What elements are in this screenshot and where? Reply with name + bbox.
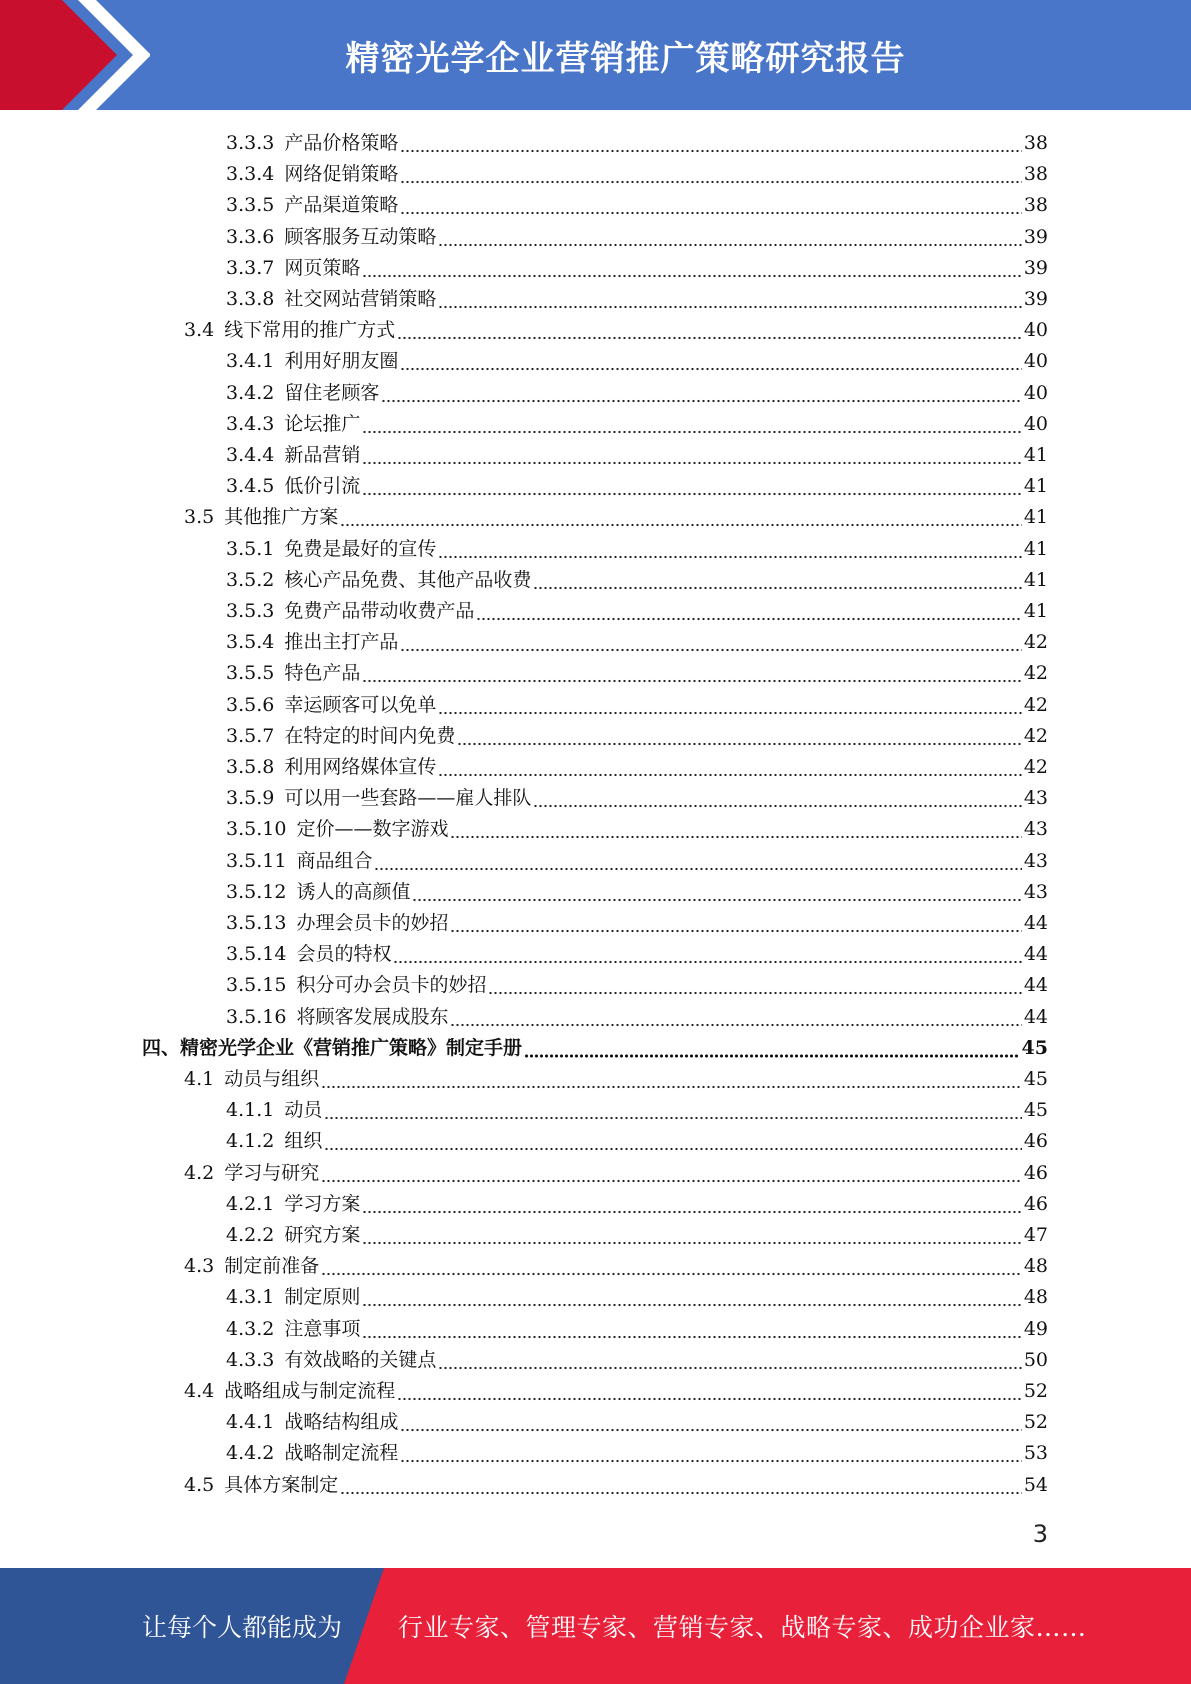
toc-dot-leader	[438, 752, 1021, 783]
toc-entry[interactable]	[226, 1095, 1048, 1126]
toc-entry-number: 3.3.3	[226, 132, 275, 154]
toc-entry-number: 3.3.6	[226, 225, 275, 248]
toc-entry[interactable]	[226, 284, 1048, 315]
toc-dot-leader	[400, 1407, 1021, 1438]
toc-dot-leader	[340, 1470, 1022, 1501]
toc-dot-leader	[438, 534, 1021, 565]
toc-entry-title: 留住老顾客	[284, 381, 380, 404]
toc-dot-leader	[362, 409, 1021, 440]
toc-dot-leader	[457, 721, 1021, 752]
toc-entry-title: 注意事项	[284, 1317, 361, 1340]
toc-entry-title: 利用网络媒体宣传	[284, 756, 437, 778]
toc-entry-title: 战略结构组成	[284, 1411, 399, 1434]
toc-entry[interactable]	[226, 1407, 1048, 1438]
toc-dot-leader	[450, 814, 1021, 845]
footer-slogan-left: 让每个人都能成为	[142, 1613, 343, 1642]
footer-slogan-right: 行业专家、管理专家、营销专家、战略专家、成功企业家……	[398, 1613, 1087, 1642]
toc-entry-title: 可以用一些套路——雇人排队	[284, 787, 532, 810]
toc-entry-number: 3.5.7	[226, 724, 275, 747]
toc-entry[interactable]	[226, 939, 1048, 970]
toc-entry-page: 40	[1023, 381, 1048, 404]
toc-dot-leader	[381, 378, 1021, 409]
toc-dot-leader	[400, 627, 1021, 658]
toc-entry[interactable]	[184, 1251, 1048, 1282]
toc-dot-leader	[324, 1095, 1021, 1126]
toc-dot-leader	[362, 1189, 1021, 1220]
toc-entry-number: 3.5.12	[226, 880, 287, 903]
toc-entry-number: 4.3	[184, 1255, 215, 1278]
toc-entry-title: 其他推广方案	[224, 506, 339, 529]
toc-dot-leader	[397, 1376, 1022, 1407]
toc-entry-page: 45	[1023, 1068, 1048, 1090]
toc-entry-title: 核心产品免费、其他产品收费	[284, 568, 532, 591]
toc-entry-title: 顾客服务互动策略	[284, 225, 437, 248]
toc-entry-number: 4.4.1	[226, 1411, 275, 1434]
toc-entry-page: 38	[1023, 132, 1048, 154]
toc-entry-page: 46	[1023, 1130, 1048, 1153]
toc-entry[interactable]	[226, 846, 1048, 877]
document-title: 精密光学企业营销推广策略研究报告	[345, 38, 906, 79]
toc-entry-title: 新品营销	[284, 444, 361, 466]
toc-entry-title: 将顾客发展成股东	[296, 1005, 449, 1028]
toc-entry-number: 3.3.8	[226, 288, 275, 310]
toc-entry-page: 43	[1023, 818, 1048, 841]
toc-entry-page: 46	[1023, 1192, 1048, 1215]
toc-entry-number: 4.4	[184, 1380, 215, 1402]
toc-entry-title: 线下常用的推广方式	[224, 319, 396, 342]
toc-entry-title: 产品价格策略	[284, 132, 399, 154]
toc-entry-title: 在特定的时间内免费	[284, 724, 456, 747]
toc-entry-number: 3.4.5	[226, 475, 275, 498]
toc-entry-page: 46	[1023, 1161, 1048, 1184]
toc-entry-page: 41	[1023, 537, 1048, 560]
toc-dot-leader	[400, 128, 1021, 159]
toc-entry[interactable]	[226, 1189, 1048, 1220]
toc-entry-page: 40	[1023, 412, 1048, 435]
toc-entry-title: 制定原则	[284, 1286, 361, 1309]
toc-dot-leader	[400, 1438, 1021, 1469]
toc-entry-page: 38	[1023, 163, 1048, 186]
toc-entry-number: 3.4.4	[226, 444, 275, 466]
toc-entry-page: 39	[1023, 256, 1048, 279]
toc-entry-page: 44	[1023, 943, 1048, 966]
toc-entry-title: 诱人的高颜值	[296, 880, 411, 903]
header-arrow-decoration	[0, 0, 150, 110]
toc-entry[interactable]	[184, 1158, 1048, 1189]
toc-entry[interactable]	[226, 970, 1048, 1001]
toc-entry[interactable]	[226, 690, 1048, 721]
toc-entry-title: 学习方案	[284, 1192, 361, 1215]
toc-entry[interactable]	[226, 627, 1048, 658]
toc-dot-leader	[362, 471, 1021, 502]
toc-dot-leader	[438, 284, 1021, 315]
toc-entry-page: 41	[1023, 475, 1048, 498]
toc-dot-leader	[340, 502, 1022, 533]
toc-dot-leader	[400, 190, 1021, 221]
toc-entry-page: 43	[1023, 787, 1048, 810]
toc-entry-number: 3.5.8	[226, 756, 275, 778]
toc-entry[interactable]	[226, 1002, 1048, 1033]
toc-entry[interactable]	[226, 471, 1048, 502]
toc-entry-page: 48	[1023, 1255, 1048, 1278]
toc-entry-page: 47	[1023, 1224, 1048, 1246]
toc-entry[interactable]	[226, 721, 1048, 752]
toc-entry-number: 3.5.4	[226, 631, 275, 654]
toc-entry-page: 41	[1023, 506, 1048, 529]
toc-dot-leader	[400, 159, 1021, 190]
toc-entry-number: 3.4.3	[226, 412, 275, 435]
toc-dot-leader	[321, 1251, 1022, 1282]
toc-entry-title: 会员的特权	[296, 943, 392, 966]
toc-entry-number: 3.5.14	[226, 943, 287, 966]
toc-entry-page: 40	[1023, 319, 1048, 342]
toc-entry-number: 3.4	[184, 319, 215, 342]
toc-dot-leader	[393, 939, 1021, 970]
toc-entry[interactable]	[226, 658, 1048, 689]
toc-dot-leader	[412, 877, 1021, 908]
toc-entry[interactable]	[226, 534, 1048, 565]
toc-entry-page: 49	[1023, 1317, 1048, 1340]
toc-entry-number: 3.5.15	[226, 974, 287, 997]
toc-entry[interactable]	[184, 502, 1048, 533]
toc-dot-leader	[374, 846, 1021, 877]
toc-entry-title: 办理会员卡的妙招	[296, 912, 449, 934]
toc-entry-title: 战略组成与制定流程	[224, 1380, 396, 1402]
toc-entry-page: 53	[1023, 1442, 1048, 1465]
toc-entry-title: 社交网站营销策略	[284, 288, 437, 310]
toc-dot-leader	[397, 315, 1022, 346]
toc-entry-number: 3.3.5	[226, 194, 275, 217]
toc-entry-page: 40	[1023, 350, 1048, 373]
toc-dot-leader	[524, 1033, 1020, 1064]
toc-dot-leader	[362, 440, 1021, 471]
toc-dot-leader	[438, 690, 1021, 721]
toc-dot-leader	[362, 1314, 1021, 1345]
toc-entry-title: 网络促销策略	[284, 163, 399, 186]
toc-entry-page: 43	[1023, 880, 1048, 903]
toc-entry-title: 特色产品	[284, 662, 361, 685]
toc-entry-number: 4.1.2	[226, 1130, 275, 1153]
toc-entry-title: 免费是最好的宣传	[284, 537, 437, 560]
toc-entry[interactable]	[226, 409, 1048, 440]
toc-entry[interactable]	[226, 908, 1048, 939]
toc-entry-page: 52	[1023, 1411, 1048, 1434]
toc-entry-page: 43	[1023, 849, 1048, 872]
toc-entry-title: 定价——数字游戏	[296, 818, 449, 841]
toc-entry[interactable]	[226, 783, 1048, 814]
toc-entry-page: 44	[1023, 912, 1048, 934]
toc-dot-leader	[438, 222, 1021, 253]
toc-entry-page: 44	[1023, 974, 1048, 997]
toc-entry-page: 42	[1023, 756, 1048, 778]
toc-entry-page: 42	[1023, 693, 1048, 716]
page-footer	[0, 1568, 1191, 1684]
toc-entry-title: 商品组合	[296, 849, 373, 872]
toc-entry-page: 52	[1023, 1380, 1048, 1402]
toc-entry-page: 48	[1023, 1286, 1048, 1309]
toc-dot-leader	[324, 1126, 1021, 1157]
toc-entry-page: 39	[1023, 225, 1048, 248]
toc-entry-number: 3.4.2	[226, 381, 275, 404]
toc-dot-leader	[476, 596, 1021, 627]
toc-entry-number: 4.2.1	[226, 1192, 275, 1215]
toc-entry-title: 推出主打产品	[284, 631, 399, 654]
toc-entry-page: 39	[1023, 288, 1048, 310]
toc-entry-number: 4.2	[184, 1161, 215, 1184]
toc-entry[interactable]	[226, 1345, 1048, 1376]
toc-entry-title: 四、精密光学企业《营销推广策略》制定手册	[142, 1036, 523, 1059]
toc-dot-leader	[321, 1064, 1022, 1095]
toc-dot-leader	[450, 1002, 1021, 1033]
toc-entry[interactable]	[226, 190, 1048, 221]
toc-entry-number: 4.4.2	[226, 1442, 275, 1465]
toc-entry-title: 有效战略的关键点	[284, 1348, 437, 1371]
toc-dot-leader	[400, 346, 1021, 377]
toc-entry-title: 组织	[284, 1130, 323, 1153]
toc-entry-title: 免费产品带动收费产品	[284, 600, 475, 622]
toc-entry-number: 3.5.6	[226, 693, 275, 716]
toc-entry-number: 3.5.13	[226, 912, 287, 934]
toc-entry-title: 学习与研究	[224, 1161, 320, 1184]
toc-entry-number: 4.1.1	[226, 1099, 275, 1122]
toc-entry-number: 3.3.4	[226, 163, 275, 186]
toc-entry[interactable]	[184, 1064, 1048, 1095]
toc-entry-number: 3.5.11	[226, 849, 287, 872]
toc-entry-number: 4.5	[184, 1473, 215, 1496]
toc-entry[interactable]	[226, 128, 1048, 159]
toc-entry-title: 产品渠道策略	[284, 194, 399, 217]
toc-entry[interactable]	[226, 814, 1048, 845]
toc-entry[interactable]	[226, 565, 1048, 596]
toc-dot-leader	[362, 658, 1021, 689]
toc-entry[interactable]	[226, 877, 1048, 908]
toc-entry[interactable]	[226, 752, 1048, 783]
toc-entry[interactable]	[184, 315, 1048, 346]
toc-entry-page: 42	[1023, 724, 1048, 747]
toc-entry-number: 3.5.5	[226, 662, 275, 685]
toc-entry-page: 54	[1023, 1473, 1048, 1496]
toc-entry-page: 42	[1023, 631, 1048, 654]
toc-entry-number: 3.5	[184, 506, 215, 529]
toc-entry[interactable]	[226, 440, 1048, 471]
toc-entry[interactable]	[226, 1126, 1048, 1157]
toc-dot-leader	[488, 970, 1021, 1001]
toc-entry-page: 38	[1023, 194, 1048, 217]
toc-entry-number: 4.2.2	[226, 1224, 275, 1246]
toc-entry-title: 研究方案	[284, 1224, 361, 1246]
toc-dot-leader	[533, 565, 1021, 596]
toc-dot-leader	[450, 908, 1021, 939]
toc-dot-leader	[362, 1220, 1021, 1251]
toc-entry-title: 低价引流	[284, 475, 361, 498]
toc-entry-title: 动员	[284, 1099, 323, 1122]
toc-entry[interactable]	[226, 1314, 1048, 1345]
toc-entry[interactable]	[142, 1033, 1048, 1064]
toc-entry-title: 具体方案制定	[224, 1473, 339, 1496]
toc-entry[interactable]	[226, 222, 1048, 253]
toc-entry-number: 3.5.10	[226, 818, 287, 841]
toc-entry-number: 3.5.3	[226, 600, 275, 622]
toc-entry[interactable]	[226, 1438, 1048, 1469]
toc-entry-title: 战略制定流程	[284, 1442, 399, 1465]
toc-entry-page: 41	[1023, 568, 1048, 591]
toc-entry[interactable]	[226, 1282, 1048, 1313]
toc-entry-title: 积分可办会员卡的妙招	[296, 974, 487, 997]
toc-entry[interactable]	[184, 1376, 1048, 1407]
toc-entry[interactable]	[226, 1220, 1048, 1251]
toc-entry[interactable]	[184, 1470, 1048, 1501]
toc-entry-number: 3.5.9	[226, 787, 275, 810]
toc-dot-leader	[438, 1345, 1021, 1376]
toc-entry-page: 45	[1021, 1036, 1048, 1059]
toc-dot-leader	[362, 1282, 1021, 1313]
toc-entry-number: 3.5.1	[226, 537, 275, 560]
toc-entry-number: 4.3.2	[226, 1317, 275, 1340]
toc-entry-title: 动员与组织	[224, 1068, 320, 1090]
toc-entry-page: 45	[1023, 1099, 1048, 1122]
toc-entry-title: 网页策略	[284, 256, 361, 279]
toc-entry-page: 42	[1023, 662, 1048, 685]
toc-entry-page: 41	[1023, 600, 1048, 622]
toc-entry-title: 论坛推广	[284, 412, 361, 435]
toc-entry-number: 4.1	[184, 1068, 215, 1090]
toc-entry-number: 3.4.1	[226, 350, 275, 373]
toc-entry-number: 3.5.16	[226, 1005, 287, 1028]
toc-dot-leader	[362, 253, 1021, 284]
toc-entry-page: 50	[1023, 1348, 1048, 1371]
toc-entry-title: 制定前准备	[224, 1255, 320, 1278]
toc-entry[interactable]	[226, 596, 1048, 627]
toc-entry-number: 3.3.7	[226, 256, 275, 279]
toc-entry[interactable]	[226, 378, 1048, 409]
toc-entry-title: 幸运顾客可以免单	[284, 693, 437, 716]
page-number: 3	[1032, 1520, 1048, 1548]
toc-entry-page: 41	[1023, 444, 1048, 466]
toc-entry-number: 3.5.2	[226, 568, 275, 591]
toc-entry-number: 4.3.3	[226, 1348, 275, 1371]
toc-entry-number: 4.3.1	[226, 1286, 275, 1309]
toc-dot-leader	[533, 783, 1021, 814]
toc-entry-title: 利用好朋友圈	[284, 350, 399, 373]
toc-dot-leader	[321, 1158, 1022, 1189]
toc-entry[interactable]	[226, 253, 1048, 284]
toc-entry[interactable]	[226, 346, 1048, 377]
page-header	[0, 0, 1191, 110]
toc-entry-page: 44	[1023, 1005, 1048, 1028]
toc-entry[interactable]	[226, 159, 1048, 190]
